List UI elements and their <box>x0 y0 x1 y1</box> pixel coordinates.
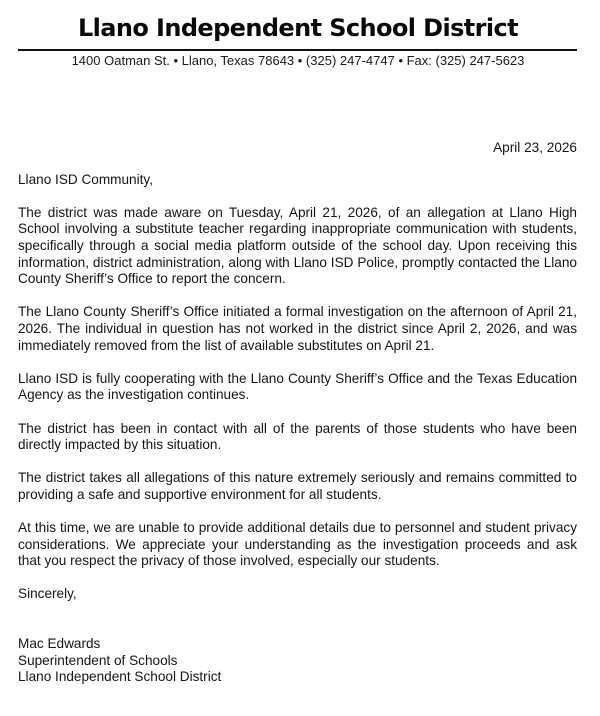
signature-title: Superintendent of Schools <box>18 652 178 668</box>
signature-organization: Llano Independent School District <box>18 669 222 685</box>
signature-block <box>18 636 577 686</box>
salutation: Llano ISD Community, <box>18 171 153 187</box>
paragraph-privacy: At this time, we are unable to provide additional details due to personnel and student privacy considerations. We appreciate your understanding as the investigation proceeds and ask that you respect the privacy of those involved, especially our students. <box>18 520 577 569</box>
paragraph-incident-report: The district was made aware on Tuesday, April 21, 2026, of an allegation at Llano High School involving a substitute teacher regarding inappropriate communication with students, specifically through a social media platform outside of the school day. Upon receiving this information, district administration, along with Llano ISD Police, promptly contacted the Llano County Sheriff’s Office to report the concern. <box>18 204 577 287</box>
paragraph-cooperation: Llano ISD is fully cooperating with the Llano County Sheriff’s Office and the Texas Education Agency as the investigation continues. <box>18 370 577 403</box>
signature-name: Mac Edwards <box>18 636 101 652</box>
paragraph-parent-contact: The district has been in contact with all of the parents of those students who have been directly impacted by this situation. <box>18 420 577 453</box>
letter-body <box>18 140 577 686</box>
letter-date: April 23, 2026 <box>493 140 577 155</box>
paragraph-investigation: The Llano County Sheriff’s Office initiated a formal investigation on the afternoon of April 21, 2026. The individual in question has not worked in the district since April 2, 2026, and was immediately removed from the list of available substitutes on April 21. <box>18 304 577 353</box>
paragraph-commitment: The district takes all allegations of this nature extremely seriously and remains committed to providing a safe and supportive environment for all students. <box>18 470 577 502</box>
letterhead-address: 1400 Oatman St. • Llano, Texas 78643 • (325) 247-4747 • Fax: (325) 247-5623 <box>71 53 525 68</box>
letterhead-divider <box>18 49 577 51</box>
closing: Sincerely, <box>18 586 77 602</box>
letterhead-title: Llano Independent School District <box>77 14 519 42</box>
